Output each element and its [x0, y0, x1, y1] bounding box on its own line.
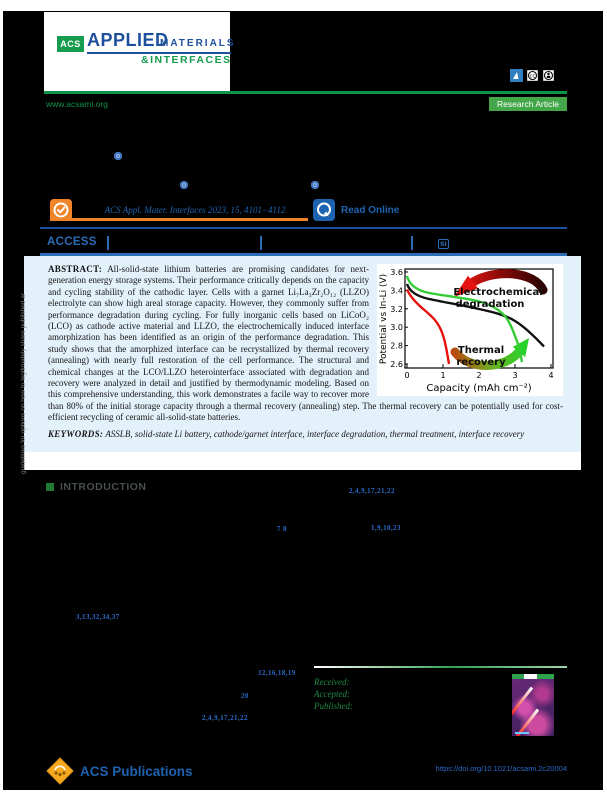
- svg-text:2.6: 2.6: [390, 360, 403, 369]
- svg-text:Electrochemical: Electrochemical: [453, 287, 543, 298]
- keywords-line: [48, 429, 563, 440]
- citation-superscript[interactable]: 20: [241, 692, 249, 700]
- acs-authorchoice-icon[interactable]: [510, 69, 523, 82]
- introduction-heading: [46, 481, 147, 493]
- keywords-label: KEYWORDS:: [48, 428, 104, 439]
- abstract-graphic: [377, 264, 563, 396]
- journal-name-interfaces: &INTERFACES: [141, 54, 232, 66]
- access-separator: [260, 236, 262, 250]
- section-square-icon: [46, 483, 54, 491]
- svg-text:3.4: 3.4: [390, 286, 403, 296]
- citation-superscript[interactable]: 12,16,18,19: [258, 669, 296, 677]
- accepted-label: Accepted:: [314, 689, 350, 699]
- svg-text:degradation: degradation: [455, 299, 525, 310]
- header-green-rule: [44, 91, 567, 94]
- svg-text:3.2: 3.2: [390, 304, 403, 314]
- svg-text:2.8: 2.8: [390, 341, 403, 351]
- y-axis-label: Potential vs In-Li (V): [379, 273, 389, 365]
- svg-text:3.0: 3.0: [390, 323, 403, 333]
- cc-by-attribution-icon[interactable]: [542, 69, 555, 82]
- x-axis-label: Capacity (mAh cm⁻²): [426, 383, 532, 394]
- journal-name-materials: MATERIALS: [160, 38, 236, 49]
- svg-text:3.6: 3.6: [390, 268, 403, 277]
- cc-license-icon[interactable]: [526, 69, 539, 82]
- cite-underline: [50, 218, 308, 221]
- cover-streak: [512, 687, 533, 716]
- research-article-badge: Research Article: [489, 97, 567, 111]
- svg-text:2: 2: [476, 371, 482, 380]
- citation-superscript[interactable]: 2,4,9,17,21,22: [349, 487, 395, 495]
- citation-superscript[interactable]: 3,13,32,34,37: [76, 613, 120, 621]
- journal-name-applied: APPLIED: [87, 30, 169, 50]
- dates-box-rule: [314, 666, 567, 668]
- introduction-title: INTRODUCTION: [60, 481, 147, 493]
- citation-superscript[interactable]: 2,4,9,17,21,22: [202, 714, 248, 722]
- svg-text:cc: cc: [529, 73, 536, 80]
- journal-citation[interactable]: ACS Appl. Mater. Interfaces 2023, 15, 4101−4112: [104, 205, 286, 215]
- abstract-text: All-solid-state lithium batteries are promising candidates for next-generation energy storage systems. Their performance critically depends on the capacity and cycling stability of the cathodic layer. Cells with a garnet Li₇La₃Zr₂O₁₂ (LLZO) electrolyte can show high areal storage capacity. However, they commonly suffer from performance degradation during cycling. For fully inorganic cells based on LiCoO₂ (LCO) as cathode active material and LLZO, the electrochemically induced interface amorphization has been identified as an origin of the performance degradation. This study shows that the amorphized interface can be recrystallized by thermal recovery (annealing) with nearly full restoration of the cell performance. The structural and chemical changes at the LCO/LLZO heterointerface associated with degradation and recovery were analyzed in detail and justified by thermodynamic modeling. Based on this comprehensive understanding, this work demonstrates a facile way to recover more than 80% of the initial storage capacity through a thermal recovery (annealing) step. The thermal recovery can be potentially used for cost-efficient recycling of ceramic all-solid-state batteries.: [48, 264, 563, 423]
- abstract-white-margin: [24, 450, 581, 470]
- orcid-icon[interactable]: [114, 152, 122, 160]
- header-navy-rule: [40, 227, 567, 229]
- received-label: Received:: [314, 677, 350, 687]
- cover-footer-mark: [515, 732, 529, 734]
- doi-link[interactable]: https://doi.org/10.1021/acsami.2c20004: [435, 764, 567, 773]
- citation-superscript[interactable]: 7 8: [277, 525, 287, 533]
- read-online-icon[interactable]: [313, 199, 335, 221]
- journal-cover-thumbnail[interactable]: [512, 674, 554, 736]
- sharing-guidelines-vertical-text: guidelines for options on how to legitimately share published ar: [20, 292, 27, 474]
- orcid-icon[interactable]: [180, 181, 188, 189]
- svg-text:3: 3: [512, 371, 518, 380]
- acs-logo-box: ACS: [57, 36, 84, 52]
- svg-text:4: 4: [548, 371, 554, 380]
- journal-website-link[interactable]: www.acsami.org: [46, 99, 108, 109]
- cover-header-strip: [512, 674, 554, 679]
- access-label: ACCESS: [47, 236, 97, 248]
- abstract-section: [24, 256, 581, 452]
- access-separator: [107, 236, 109, 250]
- keywords-text: ASSLB, solid-state Li battery, cathode/garnet interface, interface degradation, thermal treatment, interface recovery: [105, 428, 525, 439]
- license-icons: [510, 69, 555, 82]
- journal-logo: [44, 12, 236, 91]
- published-label: Published:: [314, 701, 353, 711]
- svg-text:0: 0: [404, 371, 410, 380]
- orcid-icon[interactable]: [311, 181, 319, 189]
- svg-text:recovery: recovery: [456, 357, 506, 368]
- acs-publications-label[interactable]: ACS Publications: [80, 764, 193, 779]
- supporting-info-icon[interactable]: sı: [440, 239, 447, 248]
- svg-text:1: 1: [440, 371, 446, 380]
- svg-text:Thermal: Thermal: [457, 345, 505, 356]
- acs-publications-logo-icon: [46, 757, 74, 785]
- citation-superscript[interactable]: 1,9,10,23: [371, 524, 401, 532]
- read-online-label[interactable]: Read Online: [341, 205, 400, 216]
- access-separator: [411, 236, 413, 250]
- abstract-label: ABSTRACT:: [48, 264, 103, 274]
- capacity-potential-chart: [377, 264, 563, 396]
